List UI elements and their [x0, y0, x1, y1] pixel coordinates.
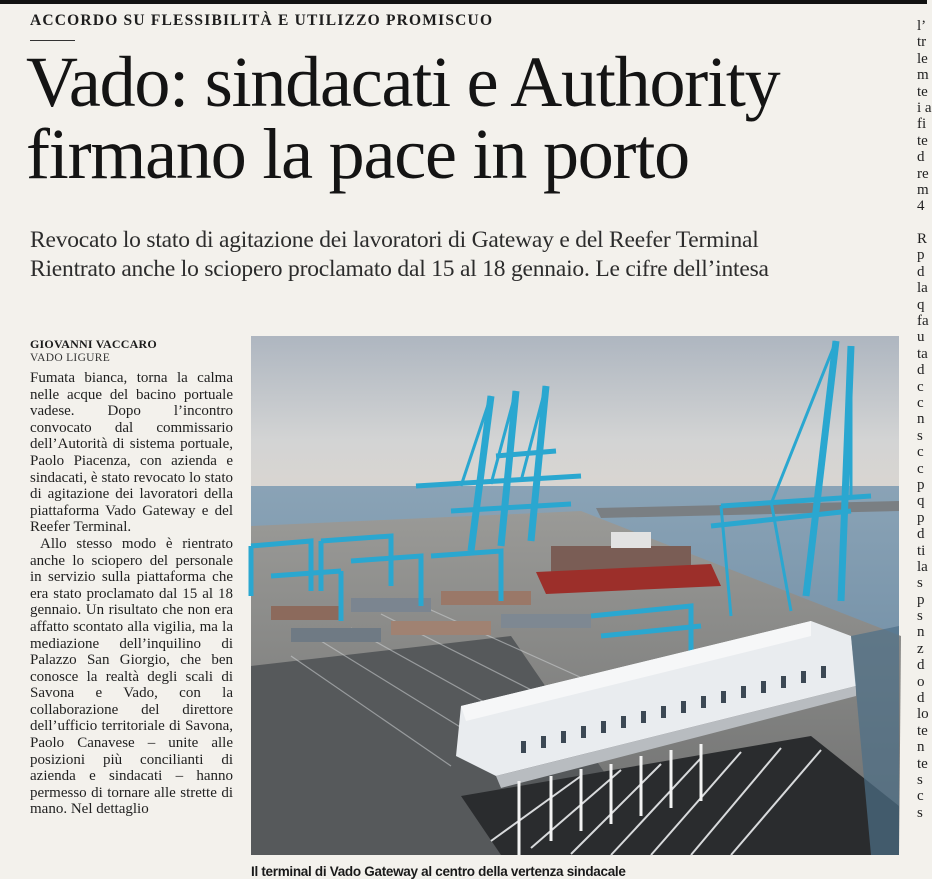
- column-fragment-line: c: [917, 460, 924, 477]
- column-fragment-line: s: [917, 575, 923, 592]
- dateline-place: VADO LIGURE: [30, 352, 111, 364]
- article-photo: [251, 336, 899, 855]
- subhead-line-1: Revocato lo stato di agitazione dei lavoratori di Gateway e del Reefer Terminal: [30, 227, 759, 253]
- column-fragment-line: R: [917, 231, 928, 248]
- column-fragment-line: tr: [917, 34, 927, 51]
- column-fragment-line: la: [917, 280, 928, 297]
- top-rule: [0, 0, 927, 4]
- column-fragment-line: te: [917, 722, 928, 739]
- column-fragment-line: ta: [917, 345, 928, 362]
- column-fragment-line: d: [917, 149, 925, 166]
- column-fragment-line: p: [917, 247, 925, 264]
- column-fragment-line: z: [917, 640, 924, 657]
- column-fragment-line: d: [917, 690, 925, 707]
- column-fragment-line: 4: [917, 198, 925, 215]
- column-fragment-line: s: [917, 427, 923, 444]
- column-fragment-line: d: [917, 526, 925, 543]
- column-fragment-line: q: [917, 296, 925, 313]
- column-fragment-line: c: [917, 378, 924, 395]
- column-fragment-line: lo: [917, 706, 929, 723]
- body-paragraph-2: Allo stesso modo è rientrato anche lo sciopero del personale in servizio sulla piattaforma che era stato proclamato dal 15 al 18 gennaio. Un risultato che non era affatto scontato alla vigilia, ma la mediazione dell’inquilino di Palazzo San Giorgio, che ben conosce la realtà degli scali di Savona e Vado, con la collaborazione del direttore dell’ufficio territoriale di Savona, Paolo Canavese – unite alle posizioni più concilianti di azienda e sindacati – hanno permesso di tornare alle strette di mano. Nel dettaglio: [30, 535, 233, 818]
- column-fragment-line: s: [917, 608, 923, 625]
- next-column-fragment: [917, 18, 932, 821]
- column-fragment-line: n: [917, 739, 925, 756]
- column-fragment-line: m: [917, 181, 929, 198]
- column-fragment-line: p: [917, 509, 925, 526]
- column-fragment-line: o: [917, 673, 925, 690]
- column-fragment-line: u: [917, 329, 925, 346]
- subheadline: [30, 226, 910, 284]
- column-fragment-line: i a: [917, 99, 932, 116]
- headline-line-2: firmano la pace in porto: [26, 114, 689, 194]
- byline: [30, 337, 157, 364]
- column-fragment-line: te: [917, 755, 928, 772]
- port-terminal-illustration: [251, 336, 899, 855]
- column-fragment-line: n: [917, 411, 925, 428]
- column-fragment-line: d: [917, 657, 925, 674]
- column-fragment-line: s: [917, 804, 923, 821]
- ship-bridge: [611, 532, 651, 548]
- column-fragment-line: te: [917, 83, 928, 100]
- column-fragment-line: d: [917, 362, 925, 379]
- column-fragment-line: q: [917, 493, 925, 510]
- column-fragment-line: le: [917, 50, 928, 67]
- kicker-divider: [30, 40, 75, 41]
- photo-caption: Il terminal di Vado Gateway al centro della vertenza sindacale: [251, 864, 626, 879]
- column-fragment-line: l’: [917, 18, 927, 34]
- column-fragment-line: m: [917, 67, 929, 84]
- article-body: [30, 370, 233, 818]
- kicker: ACCORDO SU FLESSIBILITÀ E UTILIZZO PROMISCUO: [30, 12, 494, 29]
- column-fragment-line: [917, 215, 927, 231]
- column-fragment-line: la: [917, 558, 928, 575]
- column-fragment-line: fa: [917, 313, 929, 330]
- column-fragment-line: re: [917, 165, 929, 182]
- body-paragraph-1: Fumata bianca, torna la calma nelle acque del bacino portuale vadese. Dopo l’incontro convocato dal commissario dell’Autorità di sistema portuale, Paolo Piacenza, con azienda e sindacati, è stato revocato lo stato di agitazione dei lavoratori della piattaforma Vado Gateway e del Reefer Terminal.: [30, 370, 233, 536]
- column-fragment-line: c: [917, 788, 924, 805]
- column-fragment-line: d: [917, 263, 925, 280]
- column-fragment-line: ti: [917, 542, 926, 559]
- column-fragment-line: s: [917, 771, 923, 788]
- headline-line-1: Vado: sindacati e Authority: [26, 42, 780, 122]
- column-fragment-line: te: [917, 132, 928, 149]
- column-fragment-line: p: [917, 591, 925, 608]
- column-fragment-line: c: [917, 394, 924, 411]
- column-fragment-line: p: [917, 476, 925, 493]
- column-fragment-line: c: [917, 444, 924, 461]
- subhead-line-2: Rientrato anche lo sciopero proclamato dal 15 al 18 gennaio. Le cifre dell’intesa: [30, 256, 769, 282]
- author-name: GIOVANNI VACCARO: [30, 337, 157, 351]
- column-fragment-line: n: [917, 624, 925, 641]
- column-fragment-line: fi: [917, 116, 927, 133]
- headline: [26, 42, 906, 194]
